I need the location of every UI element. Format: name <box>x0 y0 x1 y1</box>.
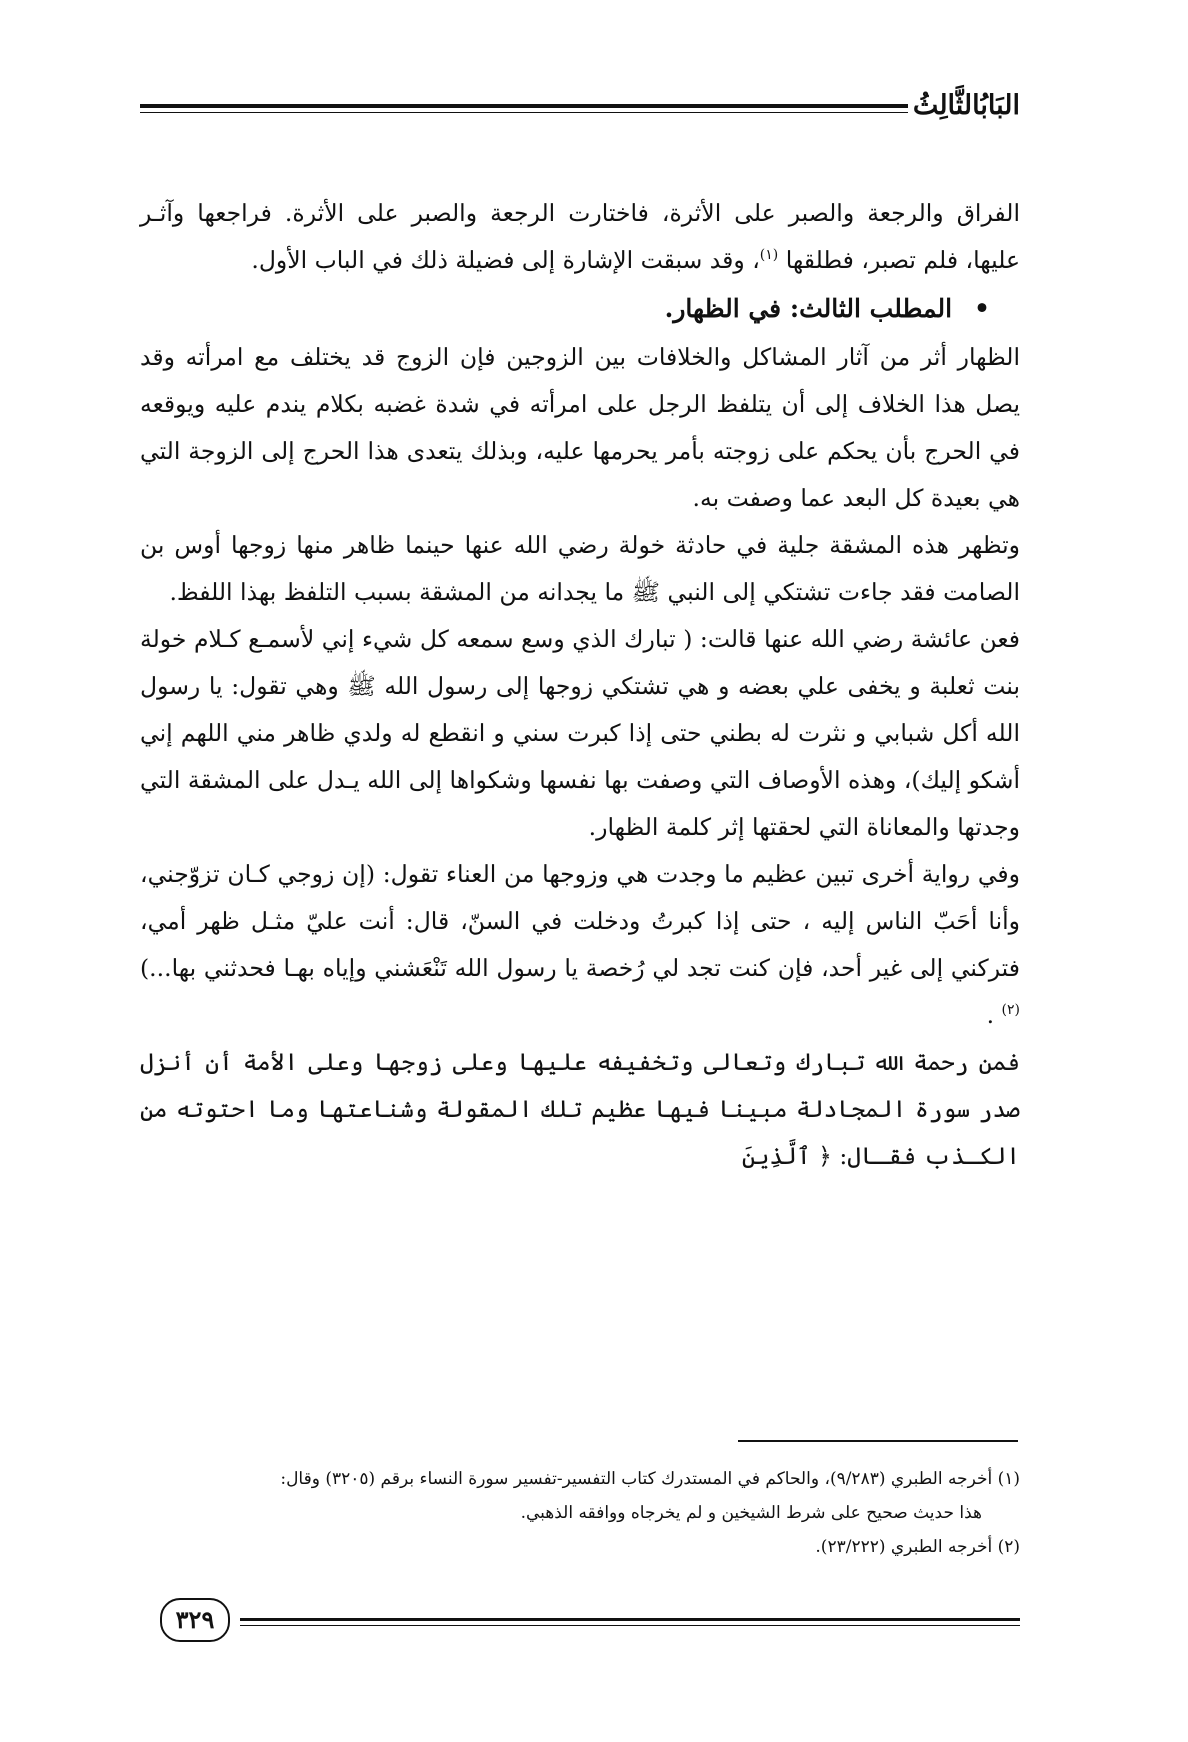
paragraph-1-text: الفراق والرجعة والصبر على الأثرة، فاختارت الرجعة والصبر على الأثرة. فراجعها وآثـر عليها، فلم تصبر، فطلقها <box>140 199 1020 274</box>
paragraph-1 <box>140 190 1020 284</box>
paragraph-1-end: ، وقد سبقت الإشارة إلى فضيلة ذلك في الباب الأول. <box>251 246 760 274</box>
paragraph-2: الظهار أثر من آثار المشاكل والخلافات بين الزوجين فإن الزوج قد يختلف مع امرأته وقد يصل هذا الخلاف إلى أن يتلفظ الرجل على امرأته في شدة غضبه بكلام يندم عليه ويوقعه في الحرج بأن يحكم على زوجته بأمر يحرمها عليه، وبذلك يتعدى هذا الحرج إلى الزوجة التي هي بعيدة كل البعد عما وصفت به. <box>140 343 1020 512</box>
header-rule-thick <box>140 104 908 108</box>
footnote-separator <box>738 1440 1018 1442</box>
paragraph-3: وتظهر هذه المشقة جلية في حادثة خولة رضي الله عنها حينما ظاهر منها زوجها أوس بن الصامت فقد جاءت تشتكي إلى النبي ﷺ ما يجدانه من المشقة بسبب التلفظ بهذا اللفظ. <box>140 531 1020 606</box>
footnote-1-line-1: (١) أخرجه الطبري (٩/٢٨٣)، والحاكم في المستدرك كتاب التفسير-تفسير سورة النساء برقم (٣٢٠٥) وقال: <box>280 1469 1020 1489</box>
section-heading-text: المطلب الثالث: في الظهار. <box>664 294 953 323</box>
footnote-ref-1[interactable]: (١) <box>759 247 779 264</box>
page-header <box>140 88 1020 128</box>
footnotes <box>140 1462 1020 1564</box>
chapter-title: البَابُالثَّالِثُ <box>912 90 1020 121</box>
footnote-ref-2[interactable]: (٢) <box>1001 1002 1020 1019</box>
footer-rule-thin <box>240 1625 1020 1626</box>
body-text <box>140 190 1020 1180</box>
footer-rule-thick <box>240 1618 1020 1621</box>
header-rule-thin <box>140 112 908 113</box>
footnote-2: (٢) أخرجه الطبري (٢٣/٢٢٢). <box>815 1537 1020 1557</box>
footnote-1-line-2: هذا حديث صحيح على شرط الشيخين و لم يخرجاه ووافقه الذهبي. <box>520 1503 982 1523</box>
page-footer <box>160 1598 1020 1638</box>
section-heading <box>140 284 1020 334</box>
paragraph-5-text: وفي رواية أخرى تبين عظيم ما وجدت هي وزوجها من العناء تقول: (إن زوجي كـان تزوّجني، وأنا أحَبّ الناس إليه ، حتى إذا كبرتُ ودخلت في السنّ، قال: أنت عليّ مثـل ظهر أمي، فتركني إلى غير أحد، فإن كنت تجد لي رُخصة يا رسول الله تَنْعَشني وإياه بهـا فحدثني بها...) <box>140 860 1020 982</box>
paragraph-6: فمن رحمة الله تبارك وتعالى وتخفيفه عليها وعلى زوجها وعلى الأمة أن أنزل صدر سورة المجادلة مبينا فيها عظيم تلك المقولة وشناعتها وما احتوته من الكـذب فقـال: ﴿ ٱلَّذِينَ <box>140 1048 1020 1170</box>
paragraph-4: فعن عائشة رضي الله عنها قالت: ( تبارك الذي وسع سمعه كل شيء إني لأسمـع كـلام خولة بنت ثعلبة و يخفى علي بعضه و هي تشتكي زوجها إلى رسول الله ﷺ وهي تقول: يا رسول الله أكل شبابي و نثرت له بطني حتى إذا كبرت سني و انقطع له ولدي ظاهر مني اللهم إني أشكو إليك)، وهذه الأوصاف التي وصفت بها نفسها وشكواها إلى الله يـدل على المشقة التي وجدتها والمعاناة التي لحقتها إثر كلمة الظهار. <box>140 625 1020 841</box>
paragraph-5 <box>140 851 1020 1039</box>
bullet-icon: • <box>974 294 990 323</box>
page-number: ٣٢٩ <box>160 1598 230 1642</box>
paragraph-5-end: . <box>986 1001 1002 1029</box>
